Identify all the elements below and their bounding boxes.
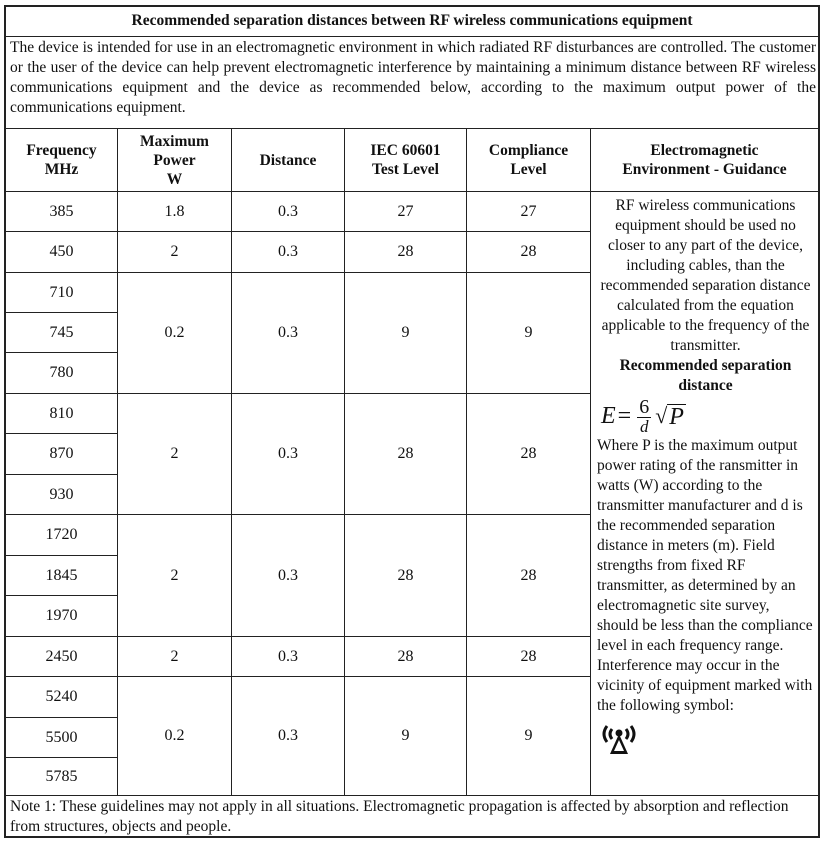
test-level-cell: 28: [345, 515, 467, 637]
power-cell: 0.2: [118, 273, 232, 394]
compliance-cell: 28: [467, 515, 591, 637]
freq-cell: 710: [6, 273, 118, 313]
test-level-cell: 27: [345, 192, 467, 232]
rf-separation-table: [4, 5, 820, 838]
freq-cell: 450: [6, 232, 118, 273]
test-level-cell: 28: [345, 637, 467, 677]
compliance-cell: 28: [467, 232, 591, 273]
distance-cell: 0.3: [232, 637, 345, 677]
table-title: Recommended separation distances between RF wireless communications equipment: [6, 7, 818, 37]
header-distance: Distance: [232, 128, 345, 192]
test-level-cell: 28: [345, 232, 467, 273]
freq-cell: 810: [6, 394, 118, 434]
distance-cell: 0.3: [232, 273, 345, 394]
header-power: Maximum Power W: [118, 128, 232, 192]
freq-cell: 2450: [6, 637, 118, 677]
distance-cell: 0.3: [232, 515, 345, 637]
non-ionizing-radiation-icon: [597, 720, 814, 762]
freq-cell: 5240: [6, 677, 118, 718]
header-test-level: IEC 60601 Test Level: [345, 128, 467, 192]
compliance-cell: 9: [467, 677, 591, 796]
freq-cell: 930: [6, 475, 118, 515]
test-level-cell: 9: [345, 677, 467, 796]
power-cell: 2: [118, 394, 232, 515]
guidance-text-1: RF wireless communications equipment should be used no closer to any part of the device, including cables, than the recommended separation distance calculated from the equation applicable to the frequency of the transmitter.: [600, 197, 811, 354]
power-cell: 2: [118, 232, 232, 273]
test-level-cell: 28: [345, 394, 467, 515]
freq-cell: 1720: [6, 515, 118, 556]
power-cell: 2: [118, 637, 232, 677]
freq-cell: 5785: [6, 758, 118, 796]
header-frequency: Frequency MHz: [6, 128, 118, 192]
compliance-cell: 28: [467, 394, 591, 515]
power-cell: 0.2: [118, 677, 232, 796]
separation-formula: E = $\frac{6}{d}$ √ P: [601, 395, 684, 436]
distance-cell: 0.3: [232, 394, 345, 515]
power-cell: 1.8: [118, 192, 232, 232]
distance-cell: 0.3: [232, 192, 345, 232]
guidance-heading: Recommended separation distance: [619, 357, 792, 394]
header-guidance: Electromagnetic Environment - Guidance: [591, 128, 818, 192]
distance-cell: 0.3: [232, 677, 345, 796]
compliance-cell: 27: [467, 192, 591, 232]
freq-cell: 870: [6, 434, 118, 475]
header-compliance: Compliance Level: [467, 128, 591, 192]
freq-cell: 385: [6, 192, 118, 232]
freq-cell: 1845: [6, 556, 118, 596]
data-grid: [6, 128, 818, 796]
freq-cell: 1970: [6, 596, 118, 637]
freq-cell: 745: [6, 313, 118, 353]
freq-cell: 5500: [6, 718, 118, 758]
guidance-text-2: Where P is the maximum output power rating of the ransmitter in watts (W) according to the transmitter manufacturer and d is the recommended separation distance in meters (m). Field strengths from fixed RF transmitter, as determined by an electromagnetic site survey, should be less than the compliance level in each frequency range. Interference may occur in the vicinity of equipment marked with the following symbol:: [597, 437, 813, 714]
distance-cell: 0.3: [232, 232, 345, 273]
compliance-cell: 9: [467, 273, 591, 394]
test-level-cell: 9: [345, 273, 467, 394]
guidance-cell: [591, 192, 818, 796]
power-cell: 2: [118, 515, 232, 637]
intro-paragraph: The device is intended for use in an electromagnetic environment in which radiated RF disturbances are controlled. The customer or the user of the device can help prevent electromagnetic interference by maintaining a minimum distance between RF wireless communications equipment and the device as recommended below, according to the maximum output power of the communications equipment.: [10, 39, 816, 116]
footnote: Note 1: These guidelines may not apply in all situations. Electromagnetic propagation is affected by absorption and reflection from structures, objects and people.: [10, 798, 789, 835]
compliance-cell: 28: [467, 637, 591, 677]
freq-cell: 780: [6, 353, 118, 394]
